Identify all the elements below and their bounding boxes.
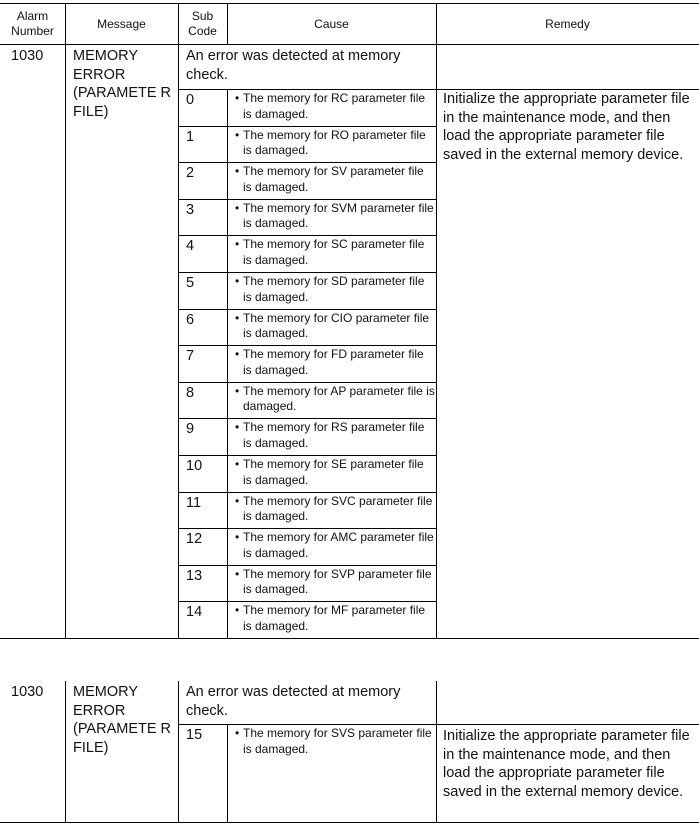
sub-code: 11 bbox=[186, 494, 202, 511]
sub-code-cause bbox=[227, 384, 435, 415]
sub-code-cause bbox=[227, 274, 435, 305]
header-message: Message bbox=[97, 16, 146, 31]
col-divider bbox=[227, 89, 228, 639]
col-divider bbox=[227, 3, 228, 45]
bullet-icon: • bbox=[235, 420, 240, 435]
alarm-message: MEMORY ERROR (PARAMETE R FILE) bbox=[73, 684, 172, 756]
col-divider bbox=[65, 3, 66, 639]
col-divider bbox=[65, 681, 66, 823]
sub-code: 3 bbox=[186, 201, 195, 218]
row-divider bbox=[178, 235, 436, 236]
sub-code-cause bbox=[227, 347, 435, 378]
row-divider bbox=[178, 199, 436, 200]
bullet-icon: • bbox=[235, 530, 240, 545]
cause-text: The memory for SVS parameter file is damaged. bbox=[243, 726, 432, 756]
sub-code: 10 bbox=[186, 458, 203, 474]
header-bottom-border bbox=[0, 44, 699, 45]
cause-text: The memory for SVP parameter file is damaged. bbox=[243, 566, 432, 597]
sub-code: 5 bbox=[186, 275, 195, 291]
header-sub-code: Sub Code bbox=[188, 9, 217, 38]
sub-code-cause bbox=[227, 726, 435, 757]
sub-code: 0 bbox=[186, 92, 195, 108]
bullet-icon: • bbox=[235, 383, 240, 398]
sub-code-cause bbox=[227, 128, 435, 159]
row-divider bbox=[178, 345, 436, 346]
sub-code-cause bbox=[227, 237, 435, 268]
cause-text: The memory for SD parameter file is damaged. bbox=[243, 274, 425, 304]
bullet-icon: • bbox=[235, 274, 240, 288]
row-divider bbox=[178, 565, 436, 566]
header-cause: Cause bbox=[314, 16, 349, 31]
sub-code: 13 bbox=[186, 567, 203, 584]
bullet-icon: • bbox=[235, 726, 240, 740]
col-divider bbox=[436, 3, 437, 639]
sub-code-cause bbox=[227, 311, 435, 342]
sub-code-cause bbox=[227, 603, 435, 634]
sub-code-cause bbox=[227, 201, 435, 232]
sub-code-cause bbox=[227, 91, 435, 122]
sub-code-cause bbox=[227, 530, 435, 561]
bullet-icon: • bbox=[235, 310, 240, 325]
sub-code: 14 bbox=[186, 604, 203, 621]
row-divider bbox=[178, 126, 436, 127]
bullet-icon: • bbox=[235, 347, 240, 362]
sub-code-cause bbox=[227, 164, 435, 195]
cause-text: The memory for SE parameter file is damaged. bbox=[243, 457, 424, 487]
bullet-icon: • bbox=[235, 566, 240, 581]
row-divider bbox=[178, 309, 436, 310]
cause-header-border bbox=[178, 89, 699, 90]
row-divider bbox=[178, 455, 436, 456]
cause-header-border bbox=[178, 724, 699, 725]
header-remedy: Remedy bbox=[545, 16, 590, 31]
sub-code-cause bbox=[227, 457, 435, 488]
table-top-border bbox=[0, 3, 699, 4]
bullet-icon: • bbox=[235, 457, 240, 471]
bullet-icon: • bbox=[235, 91, 240, 105]
sub-code: 7 bbox=[186, 348, 195, 365]
col-divider bbox=[178, 3, 179, 639]
cause-text: The memory for RS parameter file is damaged. bbox=[243, 420, 425, 450]
sub-code: 4 bbox=[186, 238, 195, 255]
row-divider bbox=[178, 272, 436, 273]
header-alarm-number: Alarm Number bbox=[11, 9, 54, 38]
cause-text: The memory for CIO parameter file is damaged. bbox=[243, 310, 430, 341]
cause-text: The memory for AP parameter file is damaged. bbox=[243, 383, 435, 414]
cause-text: The memory for SC parameter file is damaged. bbox=[243, 237, 425, 267]
cause-summary: An error was detected at memory check. bbox=[186, 684, 401, 719]
bullet-icon: • bbox=[235, 493, 240, 508]
table-bottom-border bbox=[0, 638, 699, 639]
sub-code-cause bbox=[227, 494, 435, 525]
cause-text: The memory for RO parameter file is damaged. bbox=[243, 127, 426, 158]
sub-code: 15 bbox=[186, 727, 203, 743]
sub-code: 1 bbox=[186, 128, 195, 145]
row-divider bbox=[178, 601, 436, 602]
col-divider bbox=[178, 681, 179, 823]
alarm-number: 1030 bbox=[11, 684, 44, 700]
sub-code: 2 bbox=[186, 165, 195, 182]
table-bottom-border bbox=[0, 822, 699, 823]
alarm-message: MEMORY ERROR (PARAMETE R FILE) bbox=[73, 48, 172, 120]
cause-text: The memory for FD parameter file is damaged. bbox=[243, 347, 424, 377]
row-divider bbox=[178, 492, 436, 493]
row-divider bbox=[178, 382, 436, 383]
cause-summary: An error was detected at memory check. bbox=[186, 48, 401, 83]
sub-code: 8 bbox=[186, 384, 195, 401]
cause-text: The memory for SVC parameter file is damaged. bbox=[243, 493, 433, 524]
bullet-icon: • bbox=[235, 127, 240, 142]
cause-text: The memory for RC parameter file is damaged. bbox=[243, 91, 426, 121]
row-divider bbox=[178, 528, 436, 529]
bullet-icon: • bbox=[235, 164, 240, 179]
col-divider bbox=[227, 724, 228, 823]
sub-code: 6 bbox=[186, 311, 195, 328]
sub-code-cause bbox=[227, 567, 435, 598]
bullet-icon: • bbox=[235, 603, 240, 618]
bullet-icon: • bbox=[235, 237, 240, 252]
col-divider bbox=[436, 681, 437, 823]
remedy-text: Initialize the appropriate parameter file in the maintenance mode, and then load the appropriate parameter file saved in the external memory device. bbox=[443, 91, 690, 163]
cause-text: The memory for AMC parameter file is damaged. bbox=[243, 530, 434, 560]
sub-code: 12 bbox=[186, 531, 203, 548]
cause-text: The memory for SV parameter file is damaged. bbox=[243, 164, 424, 194]
row-divider bbox=[178, 418, 436, 419]
sub-code-cause bbox=[227, 420, 435, 451]
cause-text: The memory for SVM parameter file is damaged. bbox=[243, 200, 434, 231]
alarm-number: 1030 bbox=[11, 48, 44, 64]
cause-text: The memory for MF parameter file is damaged. bbox=[243, 603, 426, 633]
remedy-text: Initialize the appropriate parameter file in the maintenance mode, and then load the appropriate parameter file saved in the external memory device. bbox=[443, 728, 690, 800]
bullet-icon: • bbox=[235, 200, 240, 215]
row-divider bbox=[178, 162, 436, 163]
sub-code: 9 bbox=[186, 421, 195, 438]
